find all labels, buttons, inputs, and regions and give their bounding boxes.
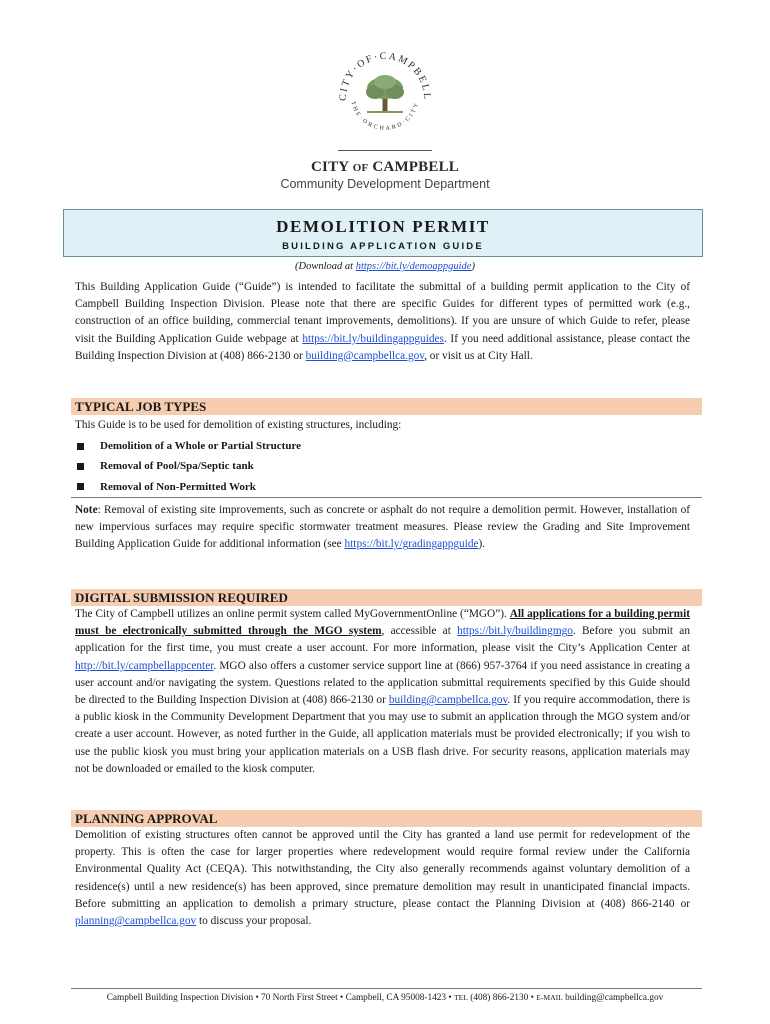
square-bullet-icon [77,483,84,490]
download-link[interactable]: https://bit.ly/demoappguide [355,261,472,272]
footer-divider [71,988,702,989]
digital-heading: DIGITAL SUBMISSION REQUIRED [71,589,702,606]
building-email-link[interactable]: building@campbellca.gov [305,349,425,362]
title-banner [63,209,703,257]
planning-paragraph: Demolition of existing structures often cannot be approved until the City has granted a land use permit for redevelopment of the property. This is often the case for larger properties where redevelopment would require formal review under the California Environmental Quality Act (CEQA). This notwithstanding, the City also generally recommends against voluntary demolition of a residence(s) until a new residence(s) has been approved, since premature demolition may result in unanticipated financial impacts. Before submitting an application to demolish a primary structure, please contact the Planning Division at (408) 866-2140 or planning@campbellca.gov to discuss your proposal. [75,829,690,928]
city-seal-logo [332,42,438,148]
tree-icon [366,75,404,113]
seal-top-text: CITY·OF·CAMPBELL [337,50,433,102]
appguides-link[interactable]: https://bit.ly/buildingappguides [302,332,444,345]
mgo-link[interactable]: https://bit.ly/buildingmgo [457,625,573,638]
planning-email-link[interactable]: planning@campbellca.gov [75,915,197,928]
job-types-list [75,436,675,497]
list-item: Removal of Pool/Spa/Septic tank [75,456,675,476]
grading-guide-link[interactable]: https://bit.ly/gradingappguide [344,538,479,551]
page-subtitle: BUILDING APPLICATION GUIDE [282,241,484,252]
list-item: Demolition of a Whole or Partial Structure [75,436,675,456]
intro-paragraph: This Building Application Guide (“Guide”) is intended to facilitate the submittal of a building permit application to the City of Campbell Building Inspection Division. Please note that there are specific Guides for different types of permitted work (e.g., construction of an office building, commercial tenant improvements, demolitions). If you are unsure of which Guide to refer, please visit the Building Application Guide webpage at https://bit.ly/buildingappguides. If you need additional assistance, please contact the Building Inspection Division at (408) 866-2130 or building@campbellca.gov, or visit us at City Hall. [75,281,690,362]
digital-paragraph: The City of Campbell utilizes an online permit system called MyGovernmentOnline (“MGO”). All applications for a building permit must be electronically submitted through the MGO system, accessible at https://bit.ly/buildingmgo. Before you submit an application for the first time, you must create a user account. For more information, please visit the City’s Application Center at http://bit.ly/campbellappcenter. MGO also offers a customer service support line at (866) 957-3764 if you need assistance in creating a user account and/or navigating the system. Questions related to the application submittal requirements specified by this Guide should be directed to the Building Inspection Division at (408) 866-2130 or building@campbellca.gov. If you require accommodation, there is a public kiosk in the Community Development Department that you may use to submit an application through the MGO system and/or create a user account. However, as noted further in the Guide, all application materials must be provided electronically; if you wish to use the public kiosk you must bring your application materials on a USB flash drive. For security reasons, application materials may not be downloaded or emailed to the kiosk computer. [75,608,690,775]
department-name: Community Development Department [280,177,490,191]
note-divider [71,497,702,498]
seal-bottom-text: THE·ORCHARD·CITY [349,100,421,132]
planning-heading: PLANNING APPROVAL [71,810,702,827]
footer: Campbell Building Inspection Division • 70 North First Street • Campbell, CA 95008-1423 • TEL (408) 866-2130 • E-MAIL building@campbellca.gov [106,993,664,1003]
city-name: CITY OF CAMPBELL [311,159,459,175]
list-item: Removal of Non-Permitted Work [75,477,675,497]
note-paragraph: Note: Removal of existing site improvements, such as concrete or asphalt do not require a demolition permit. However, installation of new impervious surfaces may require specific stormwater treatment measures. Please review the Grading and Site Improvement Building Application Guide for additional information (see https://bit.ly/gradingappguide). [75,504,690,551]
building-email-link-2[interactable]: building@campbellca.gov [388,694,508,707]
download-note: (Download at https://bit.ly/demoappguide) [295,261,475,272]
page-title: DEMOLITION PERMIT [276,217,490,236]
square-bullet-icon [77,443,84,450]
appcenter-link[interactable]: http://bit.ly/campbellappcenter [75,659,214,672]
job-types-heading: TYPICAL JOB TYPES [71,398,702,415]
job-types-lead: This Guide is to be used for demolition of existing structures, including: [75,419,402,431]
seal-divider [338,150,432,151]
square-bullet-icon [77,463,84,470]
